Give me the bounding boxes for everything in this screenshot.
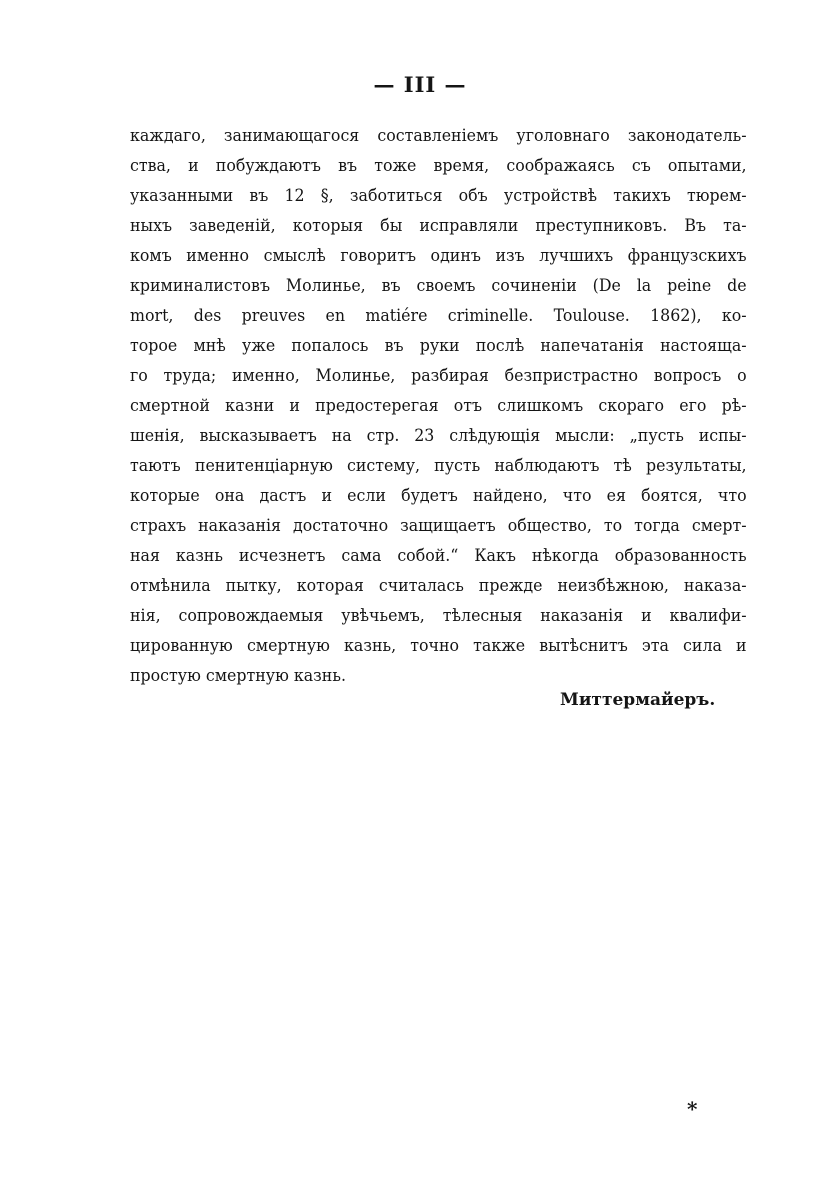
text-line: которые она дастъ и если будетъ найдено, что ея боятся, что <box>130 486 747 506</box>
text-line: го труда; именно, Молинье, разбирая безпристрастно вопросъ о <box>130 366 747 386</box>
text-line: комъ именно смыслѣ говоритъ одинъ изъ лучшихъ французскихъ <box>130 246 747 266</box>
text-line: mort, des preuves en matiére criminelle. Toulouse. 1862), ко- <box>130 306 747 326</box>
text-line: криминалистовъ Молинье, въ своемъ сочиненіи (De la peine de <box>130 276 747 296</box>
text-line: цированную смертную казнь, точно также вытѣснитъ эта сила и <box>130 636 747 656</box>
page-number: — III — <box>373 72 467 97</box>
text-line: отмѣнила пытку, которая считалась прежде неизбѣжною, наказа- <box>130 576 747 596</box>
text-line: таютъ пенитенціарную систему, пусть наблюдаютъ тѣ результаты, <box>130 456 747 476</box>
text-line: указанными въ 12 §, заботиться объ устройствѣ такихъ тюрем- <box>130 186 747 206</box>
text-line: каждаго, занимающагося составленіемъ уголовнаго законодатель- <box>130 126 747 146</box>
footer-mark: * <box>687 1097 698 1121</box>
text-line: смертной казни и предостерегая отъ слишкомъ скораго его рѣ- <box>130 396 747 416</box>
author-signature: Миттермайеръ. <box>560 690 716 710</box>
text-line: шенія, высказываетъ на стр. 23 слѣдующія мысли: „пусть испы- <box>130 426 747 446</box>
body-text <box>130 121 747 691</box>
text-line: ныхъ заведеній, которыя бы исправляли преступниковъ. Въ та- <box>130 216 747 236</box>
text-line-last: простую смертную казнь. <box>130 666 346 686</box>
text-line: торое мнѣ уже попалось въ руки послѣ напечатанія настояща- <box>130 336 747 356</box>
text-line: страхъ наказанія достаточно защищаетъ общество, то тогда смерт- <box>130 516 747 536</box>
text-line: ства, и побуждаютъ въ тоже время, соображаясь съ опытами, <box>130 156 747 176</box>
text-line: нія, сопровождаемыя увѣчьемъ, тѣлесныя наказанія и квалифи- <box>130 606 747 626</box>
text-line: ная казнь исчезнетъ сама собой.“ Какъ нѣкогда образованность <box>130 546 747 566</box>
